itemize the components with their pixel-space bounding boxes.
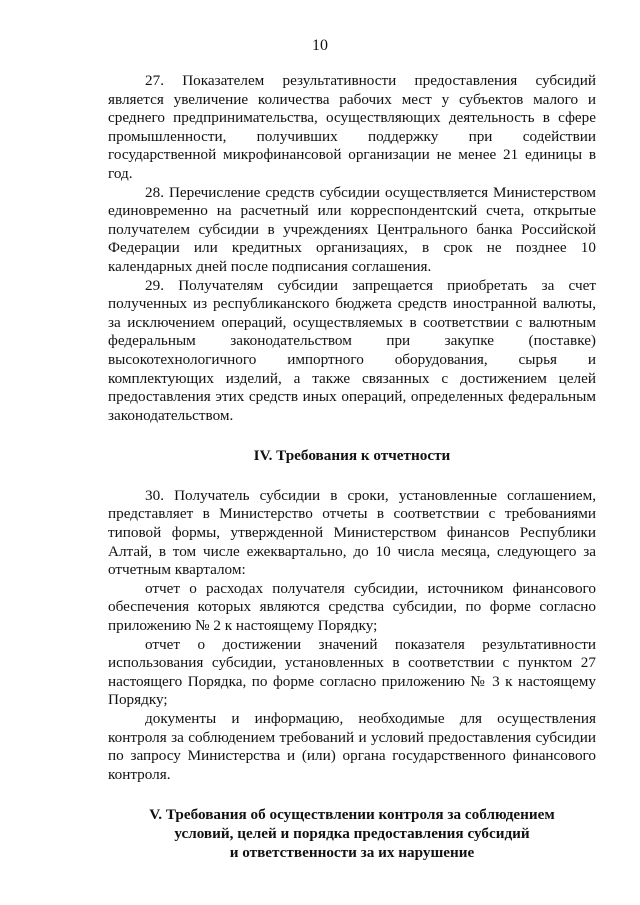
section-5-heading xyxy=(108,806,596,862)
list-item-performance-report: отчет о достижении значений показателя результативности использования субсидии, установленных в соответствии с пунктом 27 настоящего Порядка, по форме согласно приложению № 3 к настоящему Порядку; xyxy=(108,635,596,709)
list-item-expense-report: отчет о расходах получателя субсидии, источником финансового обеспечения которых являются средства субсидии, по форме согласно приложению № 2 к настоящему Порядку; xyxy=(108,579,596,635)
paragraph-28: 28. Перечисление средств субсидии осуществляется Министерством единовременно на расчетный или корреспондентский счета, открытые получателем субсидии в учреждениях Центрального банка Российской Федерации или кредитных организациях, в срок не позднее 10 календарных дней после подписания соглашения. xyxy=(108,183,596,275)
document-body xyxy=(108,72,596,862)
list-item-documents: документы и информацию, необходимые для осуществления контроля за соблюдением требований и условий предоставления субсидии по запросу Министерства и (или) органа государственного финансового контроля. xyxy=(108,710,596,783)
section-5-heading-line: и ответственности за их нарушение xyxy=(229,843,475,861)
section-4-heading: IV. Требования к отчетности xyxy=(253,447,451,465)
section-5-heading-line: V. Требования об осуществлении контроля за соблюдением xyxy=(149,806,555,824)
paragraph-30: 30. Получатель субсидии в сроки, установленные соглашением, представляет в Министерство отчеты в соответствии с требованиями типовой формы, утвержденной Министерством финансов Республики Алтай, в том числе ежеквартально, до 10 числа месяца, следующего за отчетным кварталом: xyxy=(108,486,596,579)
section-5-heading-line: условий, целей и порядка предоставления субсидий xyxy=(174,824,530,842)
paragraph-29: 29. Получателям субсидии запрещается приобретать за счет полученных из республиканского бюджета средств иностранной валюты, за исключением операций, осуществляемых в соответствии с валютным федеральным законодательством при закупке (поставке) высокотехнологичного импортного оборудования, сырья и комплектующих изделий, а также связанных с достижением целей предоставления этих средств иных операций, определенных федеральным законодательством. xyxy=(108,276,596,424)
paragraph-27: 27. Показателем результативности предоставления субсидий является увеличение количества рабочих мест у субъектов малого и среднего предпринимательства, осуществляющих деятельность в сфере промышленности, получивших поддержку при содействии государственной микрофинансовой организации не менее 21 единицы в год. xyxy=(108,72,596,182)
page-number: 10 xyxy=(312,37,328,54)
